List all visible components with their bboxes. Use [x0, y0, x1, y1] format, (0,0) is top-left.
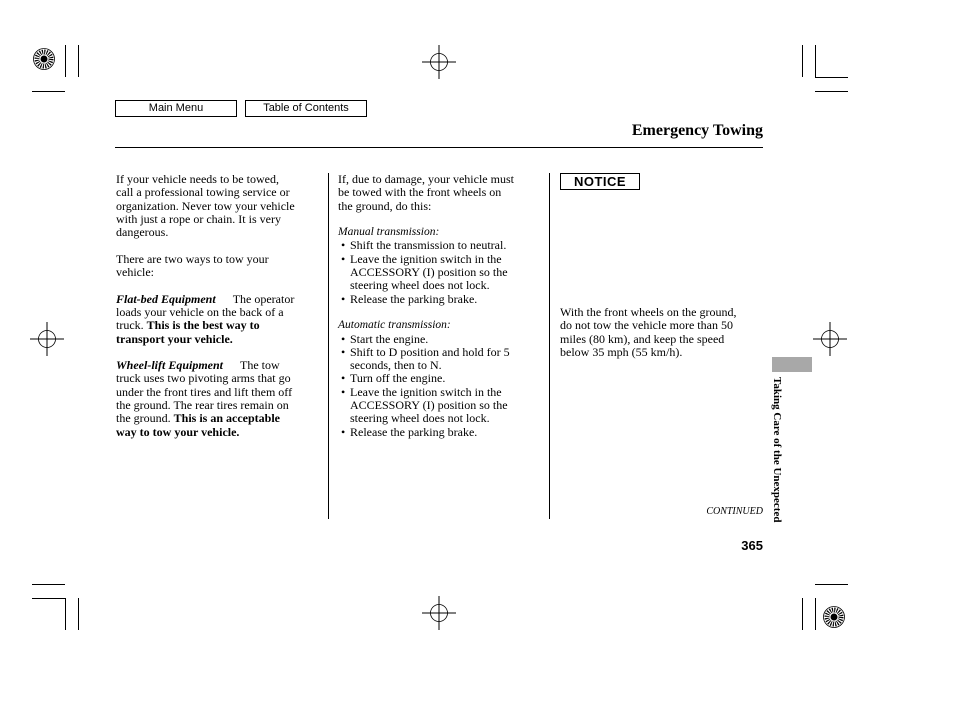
list-item — [338, 426, 544, 439]
text-line — [116, 412, 322, 425]
header-rule — [115, 147, 763, 148]
crop-marks-top-right — [803, 45, 849, 92]
text-span: Release the parking brake. — [350, 291, 478, 306]
text-line: With the front wheels on the ground, — [560, 305, 737, 319]
text-line: call a professional towing service or — [116, 185, 290, 200]
text-line: the ground. The rear tires remain on — [116, 398, 289, 413]
bullet: • — [341, 291, 346, 306]
text-span: Shift the transmission to neutral. — [350, 238, 507, 253]
column-1 — [116, 173, 322, 452]
column-2 — [338, 173, 544, 452]
section-tab — [772, 357, 812, 372]
bullet: • — [341, 238, 346, 253]
wheel-lift-paragraph — [116, 359, 322, 439]
crosshair-mark-left — [30, 322, 64, 356]
text-span: Release the parking brake. — [350, 424, 478, 439]
manual-transmission-section — [338, 226, 544, 306]
text-line — [338, 372, 544, 385]
automatic-transmission-heading: Automatic transmission: — [338, 319, 451, 332]
text-line: loads your vehicle on the back of a — [116, 304, 284, 319]
text-line — [338, 426, 544, 439]
text-line: dangerous. — [116, 225, 169, 240]
towing-intro-paragraph — [116, 173, 322, 239]
bullet: • — [341, 384, 346, 399]
list-item — [338, 293, 544, 306]
column-divider-2 — [549, 173, 550, 519]
registration-mark-bottom-right — [824, 607, 845, 628]
emphasis-text: way to tow your vehicle. — [116, 424, 240, 439]
text-span: The operator — [232, 291, 295, 306]
text-line: vehicle: — [116, 265, 154, 280]
bullet: • — [341, 344, 346, 359]
text-span: truck. — [116, 318, 144, 333]
text-line: There are two ways to tow your — [116, 251, 269, 266]
continued-label: CONTINUED — [706, 506, 763, 517]
wheel-lift-heading: Wheel-lift Equipment — [116, 358, 224, 373]
text-line: If, due to damage, your vehicle must — [338, 172, 514, 186]
column-divider-1 — [328, 173, 329, 519]
text-line — [338, 346, 544, 359]
registration-mark-top-left — [34, 49, 55, 70]
text-line — [338, 333, 544, 346]
text-span: The tow — [240, 358, 280, 373]
main-menu-button[interactable]: Main Menu — [115, 100, 237, 117]
list-item — [338, 346, 544, 373]
bullet: • — [341, 331, 346, 346]
list-item — [338, 372, 544, 385]
text-line — [116, 359, 322, 372]
crop-marks-bottom-left — [32, 585, 79, 631]
text-line — [338, 293, 544, 306]
emphasis-text: transport your vehicle. — [116, 331, 233, 346]
text-line: the ground, do this: — [338, 198, 432, 213]
text-span: Shift to D position and hold for 5 — [350, 344, 510, 359]
text-line — [338, 239, 544, 252]
list-item — [338, 253, 544, 293]
list-item — [338, 333, 544, 346]
page-title: Emergency Towing — [631, 122, 763, 139]
text-line: organization. Never tow your vehicle — [116, 198, 295, 213]
text-span: Leave the ignition switch in the — [350, 251, 502, 266]
text-line: steering wheel does not lock. — [350, 411, 490, 426]
flat-bed-heading: Flat-bed Equipment — [116, 291, 216, 306]
text-line — [338, 253, 544, 266]
manual-transmission-heading: Manual transmission: — [338, 226, 440, 239]
text-line — [338, 386, 544, 399]
bullet: • — [341, 251, 346, 266]
automatic-transmission-section — [338, 319, 544, 439]
table-of-contents-button[interactable]: Table of Contents — [245, 100, 367, 117]
text-line: truck uses two pivoting arms that go — [116, 371, 291, 386]
crosshair-mark-right — [813, 322, 847, 356]
notice-label: NOTICE — [560, 173, 640, 190]
text-line: below 35 mph (55 km/h). — [560, 344, 683, 359]
page-number: 365 — [741, 538, 763, 553]
text-line: If your vehicle needs to be towed, — [116, 172, 279, 186]
crosshair-mark-bottom — [422, 596, 456, 630]
text-line: under the front tires and lift them off — [116, 384, 293, 399]
text-line: with just a rope or chain. It is very — [116, 211, 281, 226]
emphasis-text: This is the best way to — [146, 318, 260, 333]
text-line — [116, 319, 322, 332]
text-line: ACCESSORY (I) position so the — [350, 398, 508, 413]
text-span: Leave the ignition switch in the — [350, 384, 502, 399]
text-span: Turn off the engine. — [350, 371, 446, 386]
bullet: • — [341, 371, 346, 386]
list-item — [338, 386, 544, 426]
front-wheels-intro-paragraph — [338, 173, 544, 213]
two-ways-paragraph — [116, 253, 322, 280]
list-item — [338, 239, 544, 252]
bullet: • — [341, 424, 346, 439]
notice-paragraph — [560, 306, 736, 359]
text-line: steering wheel does not lock. — [350, 278, 490, 293]
crop-marks-bottom-right — [803, 585, 849, 631]
text-line: miles (80 km), and keep the speed — [560, 331, 725, 346]
flat-bed-paragraph — [116, 293, 322, 346]
text-line — [116, 293, 322, 306]
text-span: Start the engine. — [350, 331, 429, 346]
emphasis-text: This is an acceptable — [173, 411, 280, 426]
text-line: seconds, then to N. — [350, 358, 442, 373]
crop-marks-top-left — [32, 45, 79, 92]
text-line: be towed with the front wheels on — [338, 185, 502, 200]
section-tab-label: Taking Care of the Unexpected — [771, 377, 783, 523]
text-line: do not tow the vehicle more than 50 — [560, 318, 733, 333]
text-line: ACCESSORY (I) position so the — [350, 265, 508, 280]
crosshair-mark-top — [422, 45, 456, 79]
text-span: the ground. — [116, 411, 171, 426]
